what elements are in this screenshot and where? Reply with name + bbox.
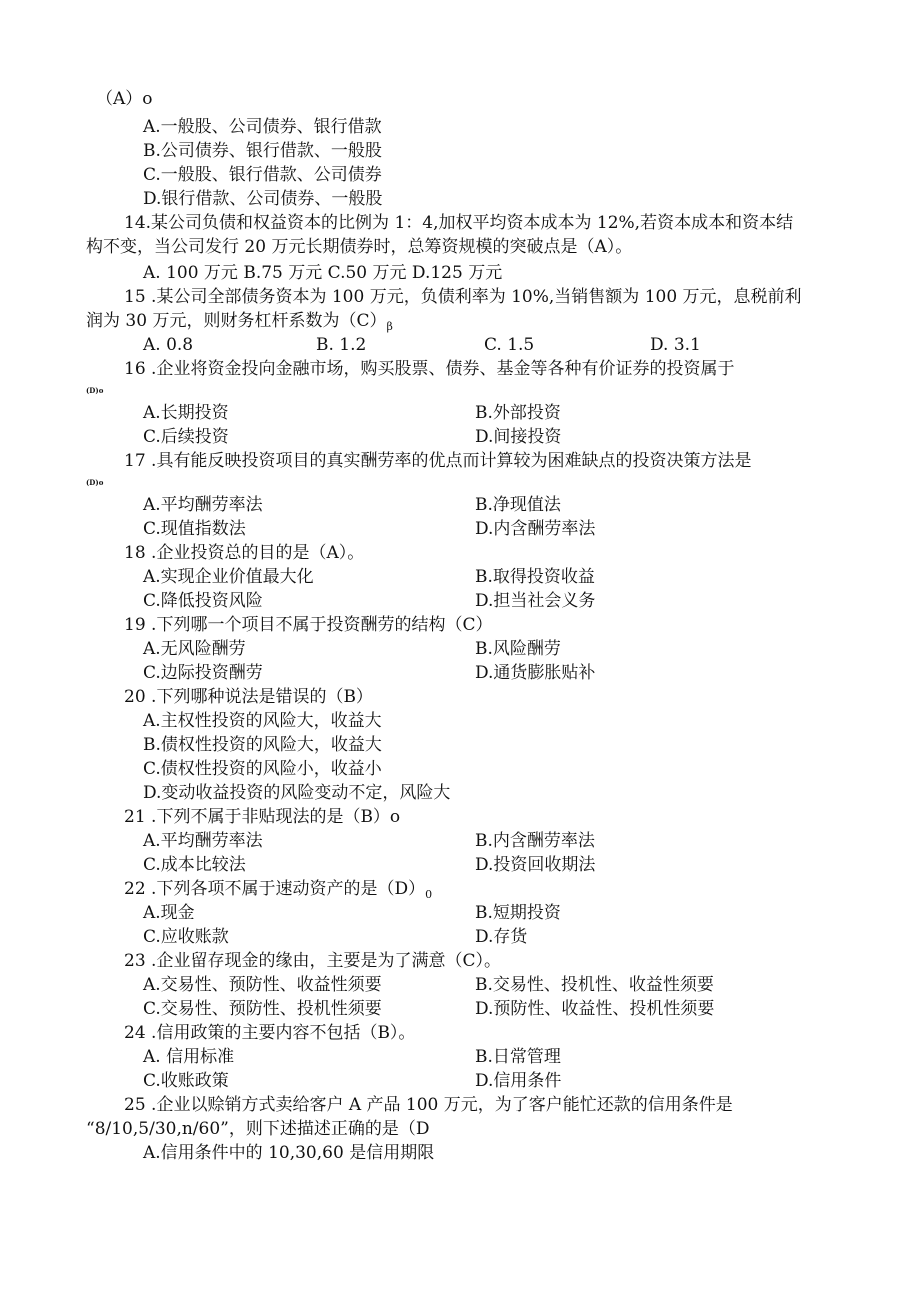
question-20: 20 .下列哪种说法是错误的（B） <box>124 687 373 707</box>
question-22: 22 .下列各项不属于速动资产的是$(D)_0$ <box>124 879 433 901</box>
q24-option-a: A. 信用标准 <box>143 1047 235 1067</box>
option-a: A.一般股、公司债券、银行借款 <box>143 117 382 137</box>
q21-option-d: D.投资回收期法 <box>475 855 596 875</box>
q20-option-b: B.债权性投资的风险大，收益大 <box>143 735 382 755</box>
q23-option-d: D.预防性、收益性、投机性须要 <box>475 999 715 1019</box>
q22-option-d: D.存货 <box>475 927 528 947</box>
q20-option-a: A.主权性投资的风险大，收益大 <box>143 711 382 731</box>
question-16: 16 .企业将资金投向金融市场，购买股票、债券、基金等各种有价证券的投资属于 <box>124 359 735 379</box>
question-18: 18 .企业投资总的目的是（A）。 <box>124 543 365 563</box>
q19-option-a: A.无风险酬劳 <box>143 639 246 659</box>
q22-option-a: A.现金 <box>143 903 195 923</box>
question-15-cont: 润为 30 万元，则财务杠杆系数为$(C)_\beta$ <box>86 311 393 333</box>
question-25: 25 .企业以赊销方式卖给客户 A 产品 100 万元，为了客户能忙还款的信用条件是 <box>124 1095 733 1115</box>
q24-option-c: C.收账政策 <box>143 1071 229 1091</box>
q16-option-a: A.长期投资 <box>143 403 229 423</box>
q23-option-c: C.交易性、预防性、投机性须要 <box>143 999 382 1019</box>
question-21: 21 .下列不属于非贴现法的是（B）o <box>124 807 401 827</box>
q16-option-c: C.后续投资 <box>143 427 229 447</box>
q15-option-a: A. 0.8 <box>143 335 194 355</box>
q25-option-a: A.信用条件中的 10,30,60 是信用期限 <box>143 1143 435 1163</box>
question-17-answer: (D)o <box>86 478 104 487</box>
question-19: 19 .下列哪一个项目不属于投资酬劳的结构（C） <box>124 615 493 635</box>
q23-option-b: B.交易性、投机性、收益性须要 <box>475 975 714 995</box>
q15-option-b: B. 1.2 <box>316 335 367 355</box>
question-15: 15 .某公司全部债务资本为 100 万元，负债利率为 10%,当销售额为 100 万元，息税前利 <box>124 287 802 307</box>
q20-option-d: D.变动收益投资的风险变动不定，风险大 <box>143 783 451 803</box>
q20-option-c: C.债权性投资的风险小，收益小 <box>143 759 382 779</box>
question-16-answer: (D)o <box>86 386 104 395</box>
answer-line: （A）o <box>96 89 153 109</box>
q18-option-b: B.取得投资收益 <box>475 567 595 587</box>
q17-option-b: B.净现值法 <box>475 495 561 515</box>
q22-option-c: C.应收账款 <box>143 927 229 947</box>
q21-option-c: C.成本比较法 <box>143 855 246 875</box>
q24-option-d: D.信用条件 <box>475 1071 562 1091</box>
q21-option-a: A.平均酬劳率法 <box>143 831 263 851</box>
q22-option-b: B.短期投资 <box>475 903 561 923</box>
q17-option-a: A.平均酬劳率法 <box>143 495 263 515</box>
q23-option-a: A.交易性、预防性、收益性须要 <box>143 975 382 995</box>
q15-option-d: D. 3.1 <box>650 335 701 355</box>
option-c: C.一般股、银行借款、公司债券 <box>143 165 382 185</box>
q16-option-d: D.间接投资 <box>475 427 562 447</box>
q17-option-d: D.内含酬劳率法 <box>475 519 596 539</box>
question-25-cont: “8/10,5/30,n/60”，则下述描述正确的是（D <box>86 1119 430 1139</box>
q19-option-d: D.通货膨胀贴补 <box>475 663 596 683</box>
q18-option-c: C.降低投资风险 <box>143 591 263 611</box>
q18-option-d: D.担当社会义务 <box>475 591 596 611</box>
q16-option-b: B.外部投资 <box>475 403 561 423</box>
q24-option-b: B.日常管理 <box>475 1047 561 1067</box>
q19-option-c: C.边际投资酬劳 <box>143 663 263 683</box>
option-b: B.公司债券、银行借款、一般股 <box>143 141 382 161</box>
question-14-cont: 构不变，当公司发行 20 万元长期债券时，总筹资规模的突破点是（A）。 <box>86 237 633 257</box>
option-d: D.银行借款、公司债券、一般股 <box>143 189 383 209</box>
question-24: 24 .信用政策的主要内容不包括（B）。 <box>124 1023 416 1043</box>
question-14-options: A. 100 万元 B.75 万元 C.50 万元 D.125 万元 <box>143 263 503 283</box>
question-17: 17 .具有能反映投资项目的真实酬劳率的优点而计算较为困难缺点的投资决策方法是 <box>124 451 752 471</box>
q19-option-b: B.风险酬劳 <box>475 639 561 659</box>
q21-option-b: B.内含酬劳率法 <box>475 831 595 851</box>
q15-option-c: C. 1.5 <box>484 335 535 355</box>
question-23: 23 .企业留存现金的缘由，主要是为了满意（C）。 <box>124 951 501 971</box>
q18-option-a: A.实现企业价值最大化 <box>143 567 314 587</box>
question-14: 14.某公司负债和权益资本的比例为 1：4,加权平均资本成本为 12%,若资本成本和资本结 <box>124 213 794 233</box>
q17-option-c: C.现值指数法 <box>143 519 246 539</box>
